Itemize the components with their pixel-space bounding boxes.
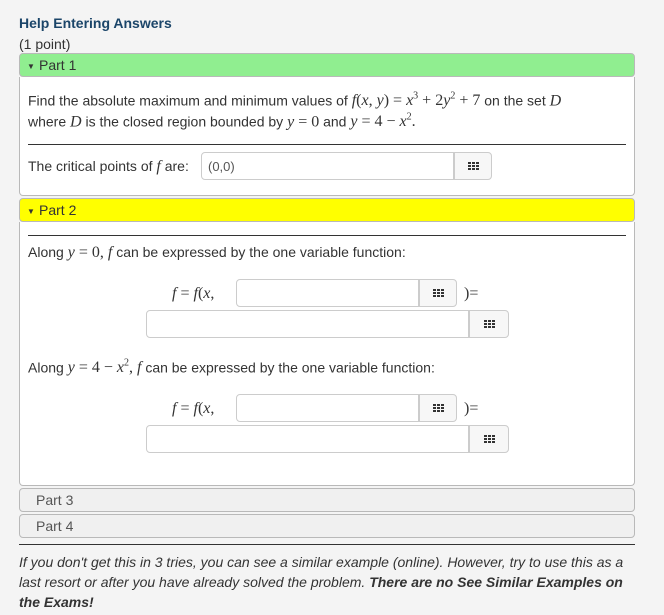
divider (28, 235, 626, 236)
along-y4mx2-input-a[interactable] (236, 394, 419, 422)
grid-icon (433, 404, 444, 412)
grid-icon (433, 289, 444, 297)
part-1-body (19, 77, 635, 196)
along-y0-input-b[interactable] (146, 310, 469, 338)
points-label: (1 point) (19, 36, 71, 52)
along-line-1: Along y = 0, f can be expressed by the one variable function: (28, 244, 406, 261)
problem-statement-line-2: where D is the closed region bounded by y = 0 and $y = 4 - x^2$. (28, 112, 416, 131)
grid-icon (484, 320, 495, 328)
critical-points-label: The critical points of f are: (28, 158, 189, 175)
part-1-label: Part 1 (39, 57, 77, 73)
close-paren-equals: )= (464, 285, 479, 302)
part-3-header[interactable]: Part 3 (19, 488, 635, 512)
along-y4mx2-input-b[interactable] (146, 425, 469, 453)
f-equals-label: f = f(x, (172, 285, 215, 302)
divider (28, 144, 626, 145)
footer-divider (19, 544, 635, 545)
equation-editor-button[interactable] (454, 152, 492, 180)
equation-editor-button[interactable] (469, 310, 509, 338)
equation-editor-button[interactable] (419, 394, 457, 422)
part-1-header[interactable] (19, 53, 635, 77)
footer-note: If you don't get this in 3 tries, you can see a similar example (online). However, try to use this as a last resort or after you have already solved the problem. There are no See Similar Examples on the Exams! (19, 554, 624, 610)
grid-icon (484, 435, 495, 443)
along-y0-input-a[interactable] (236, 279, 419, 307)
expand-triangle-icon: ▼ (27, 207, 35, 216)
part-4-header[interactable]: Part 4 (19, 514, 635, 538)
function-definition-math: f(x, $y) = x^3 + 2y^2 + 7$ (351, 91, 481, 110)
equation-editor-button[interactable] (469, 425, 509, 453)
grid-icon (468, 162, 479, 170)
along-line-2: Along $y = 4 - x^2$, f can be expressed by the one variable function: (28, 358, 435, 377)
f-equals-label: f = f(x, (172, 400, 215, 417)
expand-triangle-icon: ▼ (27, 62, 35, 71)
part-2-label: Part 2 (39, 202, 77, 218)
problem-statement-line-1: Find the absolute maximum and minimum values of f(x, $y) = x^3 + 2y^2 + 7$ on the set D (28, 91, 562, 110)
part-2-body (19, 222, 635, 486)
equation-editor-button[interactable] (419, 279, 457, 307)
close-paren-equals: )= (464, 400, 479, 417)
critical-points-input[interactable] (201, 152, 454, 180)
help-entering-answers-link[interactable]: Help Entering Answers (19, 15, 172, 31)
part-2-header[interactable] (19, 198, 635, 222)
